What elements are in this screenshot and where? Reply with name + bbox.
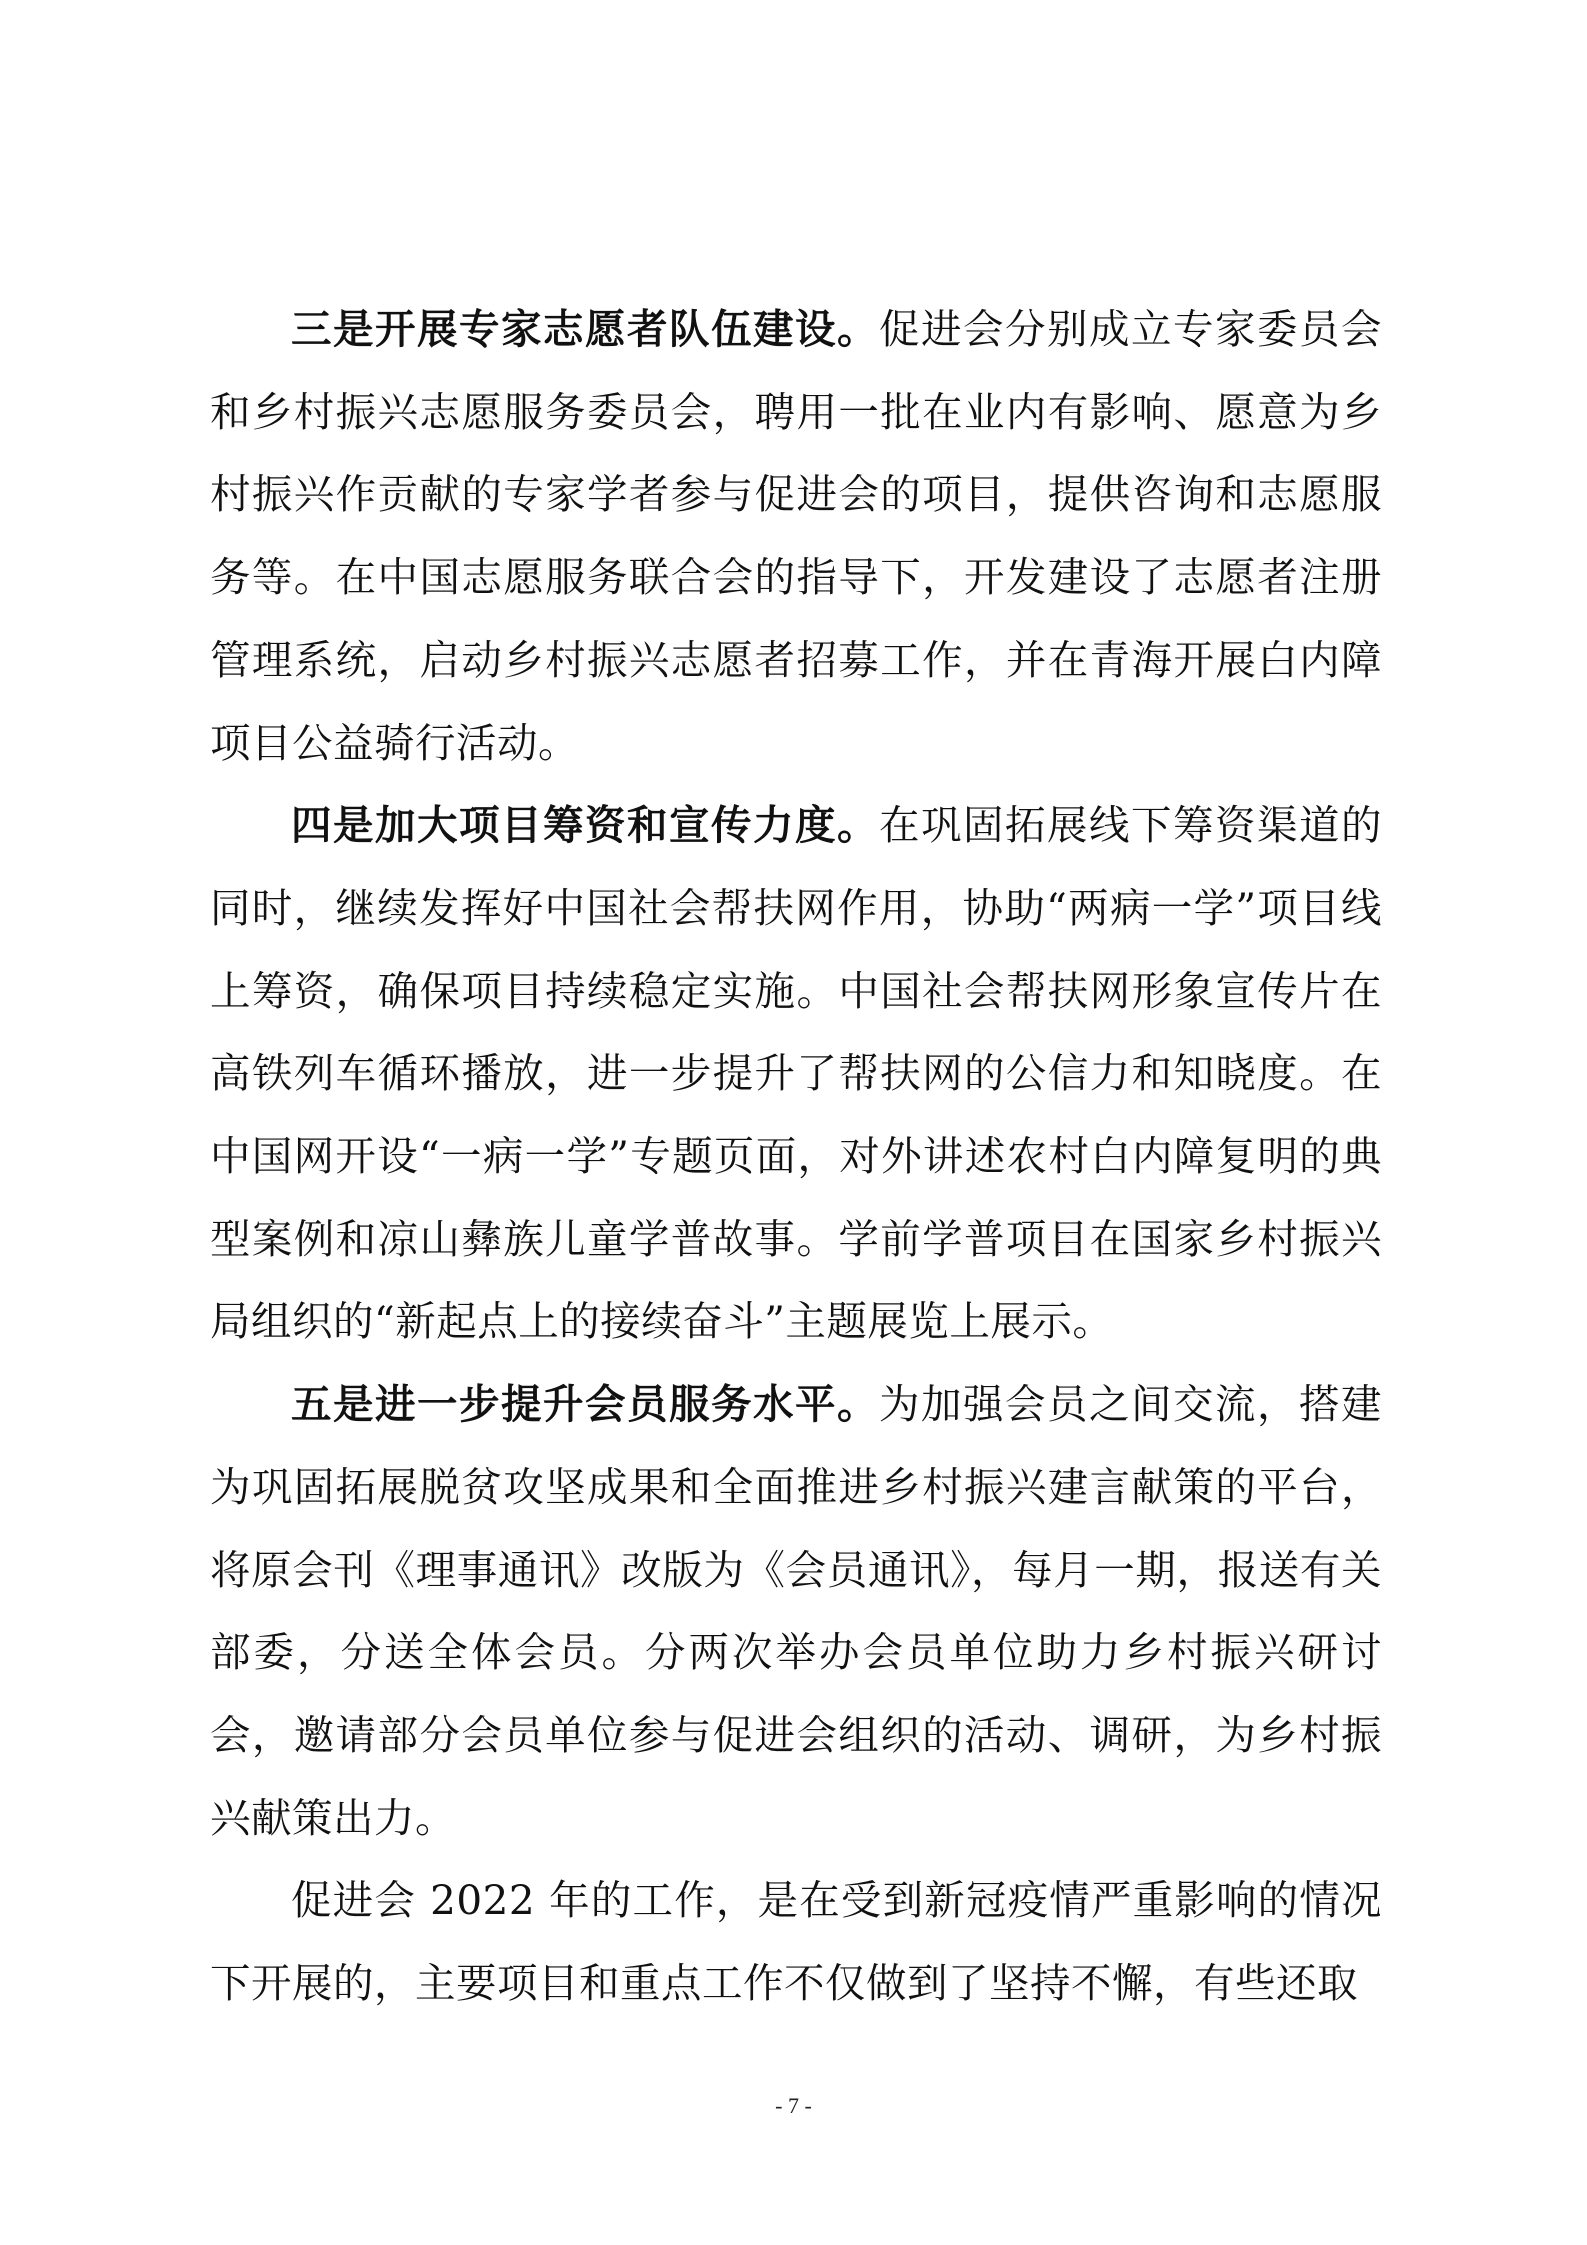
paragraph-fundraising (210, 784, 1382, 1363)
paragraph-lead: 四是加大项目筹资和宣传力度。 (291, 801, 879, 850)
paragraph-lead: 五是进一步提升会员服务水平。 (291, 1380, 879, 1429)
paragraph-volunteer-team (210, 288, 1382, 784)
body-text (210, 288, 1382, 2025)
paragraph-body: 在巩固拓展线下筹资渠道的同时，继续发挥好中国社会帮扶网作用，协助“两病一学”项目线上筹资，确保项目持续稳定实施。中国社会帮扶网形象宣传片在高铁列车循环播放，进一步提升了帮扶网的公信力和知晓度。在中国网开设“一病一学”专题页面，对外讲述农村白内障复明的典型案例和凉山彝族儿童学普故事。学前学普项目在国家乡村振兴局组织的“新起点上的接续奋斗”主题展览上展示。 (210, 801, 1382, 1346)
paragraph-member-service (210, 1363, 1382, 1859)
paragraph-body: 促进会 2022 年的工作，是在受到新冠疫情严重影响的情况下开展的，主要项目和重点工作不仅做到了坚持不懈，有些还取 (210, 1876, 1382, 2008)
paragraph-summary (210, 1859, 1382, 2024)
paragraph-lead: 三是开展专家志愿者队伍建设。 (291, 305, 879, 353)
paragraph-body: 为加强会员之间交流，搭建为巩固拓展脱贫攻坚成果和全面推进乡村振兴建言献策的平台，将原会刊《理事通讯》改版为《会员通讯》，每月一期，报送有关部委，分送全体会员。分两次举办会员单位助力乡村振兴研讨会，邀请部分会员单位参与促进会组织的活动、调研，为乡村振兴献策出力。 (210, 1380, 1382, 1842)
paragraph-body: 促进会分别成立专家委员会和乡村振兴志愿服务委员会，聘用一批在业内有影响、愿意为乡村振兴作贡献的专家学者参与促进会的项目，提供咨询和志愿服务等。在中国志愿服务联合会的指导下，开发建设了志愿者注册管理系统，启动乡村振兴志愿者招募工作，并在青海开展白内障项目公益骑行活动。 (210, 305, 1382, 767)
page-number: - 7 - (775, 2093, 812, 2118)
